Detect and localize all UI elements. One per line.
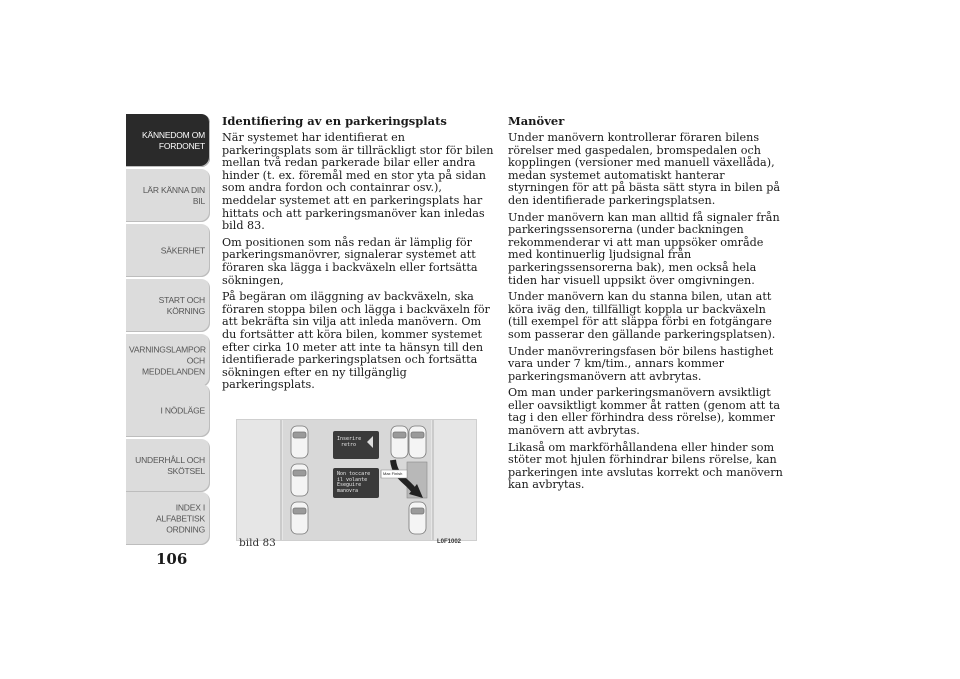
tab-sakerhet[interactable]	[126, 224, 210, 277]
tab-label: LÄR KÄNNA DIN BIL	[142, 184, 205, 206]
tab-label: KÄNNEDOM OM FORDONET	[142, 129, 205, 151]
display-text-line: Inserire	[337, 436, 362, 442]
tab-kannedom-om-fordonet[interactable]	[126, 114, 210, 167]
display-text-line: retro	[341, 442, 357, 448]
tab-label: SÄKERHET	[160, 245, 205, 255]
display-text-line: Eseguire	[337, 482, 362, 489]
paragraph: Likaså om markförhållandena eller hinder som stöter mot hjulen förhindrar bilens rörelse, kan parkeringen inte avslutas korrekt och manövern kan avbrytas.	[508, 440, 783, 492]
display-text-line: manovra	[337, 487, 359, 494]
paragraph: Om positionen som nås redan är lämplig för parkeringsmanövrer, signalerar systemet att föraren ska lägga i backväxeln eller fortsätta sökningen,	[222, 235, 478, 287]
tab-label: VARNINGSLAMPOR OCH MEDDELANDEN	[129, 344, 206, 376]
tab-label: UNDERHÅLL OCH SKÖTSEL	[135, 454, 205, 476]
tab-label: START OCH KÖRNING	[158, 294, 205, 316]
display-text-line: Non toccare	[337, 471, 371, 477]
figure-code: L0F1002	[437, 539, 462, 545]
display-1-text	[337, 436, 377, 448]
paragraph: Om man under parkeringsmanövern avsiktligt eller oavsiktligt kommer åt ratten (genom att ta tag i den eller förhindra dess rörelse), kommer manövern att avbrytas.	[508, 386, 780, 438]
tab-label: INDEX I ALFABETISK ORDNING	[155, 502, 205, 534]
paragraph: Under manövern kan man alltid få signaler från parkeringssensorerna (under backningen rekommenderar vi att man uppsöker område med kontinuerlig ljudsignal från parkeringssensorerna bak), men också hela tiden har visuell uppsikt över omgivningen.	[508, 210, 780, 287]
tab-i-nodlage[interactable]	[126, 384, 210, 437]
page-number: 106	[156, 550, 188, 568]
tab-label: I NÖDLÄGE	[160, 405, 205, 415]
parking-illustration	[236, 419, 477, 541]
tab-start-och-korning[interactable]	[126, 279, 210, 332]
display-2-text	[337, 472, 377, 494]
section-heading: Manöver	[508, 114, 565, 128]
display-text-line: il volante	[337, 476, 368, 483]
tab-lar-kanna-din-bil[interactable]	[126, 169, 210, 222]
paragraph: Under manövern kan du stanna bilen, utan att köra iväg den, tillfälligt koppla ur backväxeln (till exempel för att släppa förbi en fotgängare som passerar den gällande parkeringsplatsen).	[508, 290, 776, 341]
figure-caption: bild 83	[239, 537, 276, 549]
paragraph: På begäran om iläggning av backväxeln, ska föraren stoppa bilen och lägga i backväxeln för att bekräfta sin vilja att inleda manövern. Om du fortsätter att köra bilen, kommer systemet efter cirka 10 meter att inte ta hänsyn till den identifierade parkeringsplatsen och fortsätta sökningen efter en ny tillgänglig parkeringsplats.	[222, 290, 490, 392]
right-column	[508, 114, 783, 496]
callout-label: Max Finish	[383, 471, 403, 476]
parked-car-icon	[291, 426, 308, 534]
section-heading: Identifiering av en parkeringsplats	[222, 114, 447, 128]
paragraph: När systemet har identifierat en parkeringsplats som är tillräckligt stor för bilen mellan två redan parkerade bilar eller andra hinder (t. ex. föremål med en stor yta på sidan som andra fordon och containrar osv.), meddelar systemet att en parkeringsplats har hittats och att parkeringsmanöver kan inledas bild 83.	[222, 131, 494, 233]
paragraph: Under manövern kontrollerar föraren bilens rörelser med gaspedalen, bromspedalen och kopplingen (versioner med manuell växellåda), medan systemet automatiskt hanterar styrningen för att på bästa sätt styra in bilen på den identifierade parkeringsplatsen.	[508, 131, 781, 207]
tab-index-i-alfabetisk-ordning[interactable]	[126, 492, 210, 545]
left-column	[222, 114, 497, 396]
paragraph: Under manövreringsfasen bör bilens hastighet vara under 7 km/tim., annars kommer parkeringsmanövern att avbrytas.	[508, 344, 774, 383]
tab-underhall-och-skotsel[interactable]	[126, 439, 210, 492]
tab-varningslampor-och-meddelanden[interactable]	[126, 334, 210, 387]
